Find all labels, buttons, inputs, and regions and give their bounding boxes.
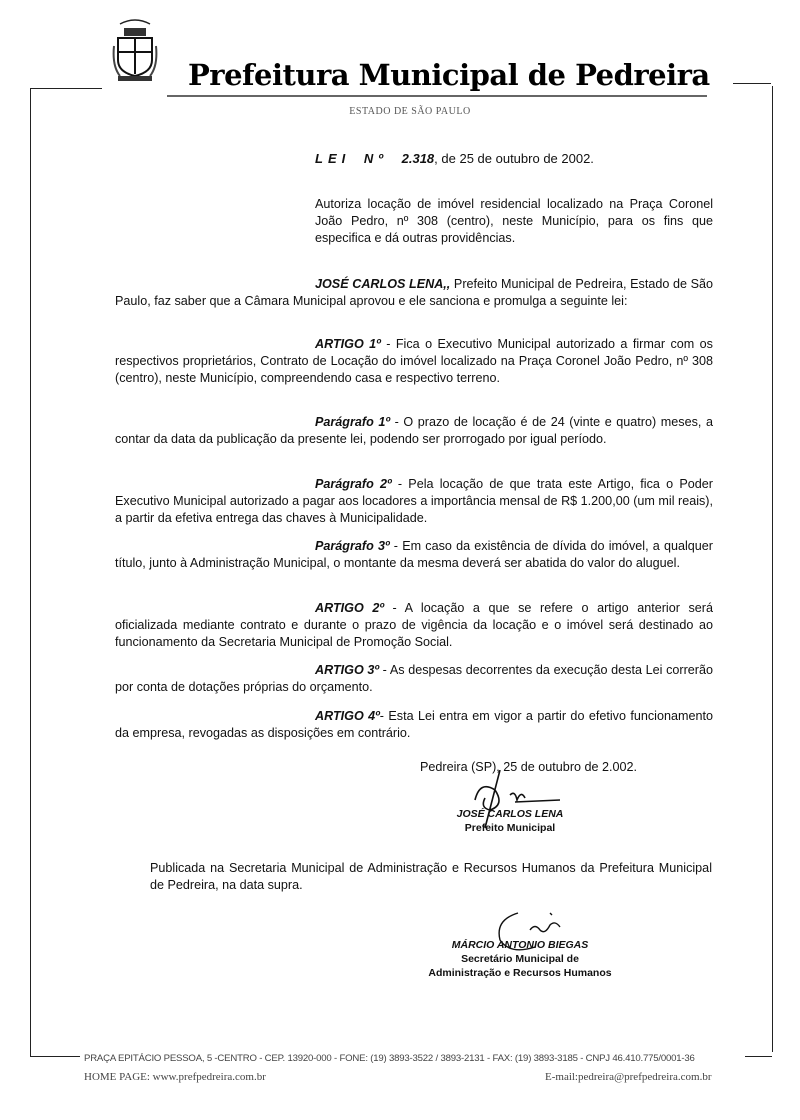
footer-address: PRAÇA EPITÁCIO PESSOA, 5 -CENTRO - CEP. 13920-000 - FONE: (19) 3893-3522 / 3893-2131 - FAX: (19) 3893-3185 - CNPJ 46.410.775/0001-36	[84, 1053, 695, 1064]
signer-role: Secretário Municipal de	[461, 953, 579, 965]
paragraph-3	[115, 538, 713, 572]
law-number: 2.318	[401, 151, 435, 166]
paragraph-lead: ARTIGO 4º	[315, 709, 380, 723]
paragraph-text: - Esta Lei entra em vigor a partir do efetivo funcionamento da empresa, revogadas as disposições em contrário.	[115, 709, 713, 740]
letterhead-title: Prefeitura Municipal de Pedreira	[188, 58, 710, 92]
footer-homepage[interactable]: HOME PAGE: www.prefpedreira.com.br	[84, 1071, 266, 1083]
paragraph-text: - Em caso da existência de dívida do imóvel, a qualquer título, junto à Administração Municipal, o montante da mesma deverá ser abatida do valor do aluguel.	[115, 539, 714, 570]
paragraph-text: - Fica o Executivo Municipal autorizado a firmar com os respectivos proprietários, Contrato de Locação do imóvel localizado na Praça Coronel João Pedro, nº 308 (centro), neste Município, compreendendo casa e respectivo terreno.	[115, 337, 713, 385]
law-summary: Autoriza locação de imóvel residencial localizado na Praça Coronel João Pedro, nº 308 (centro), neste Município, para os fins que especifica e dá outras providências.	[315, 197, 713, 245]
signer-name: MÁRCIO ANTONIO BIEGAS	[451, 939, 589, 951]
paragraph-text: - O prazo de locação é de 24 (vinte e quatro) meses, a contar da data da publicação da presente lei, podendo ser prorrogado por igual período.	[115, 415, 713, 446]
secretary-signature-block	[400, 938, 640, 980]
paragraph-lead: Parágrafo 1º	[315, 415, 390, 429]
article-3	[115, 662, 713, 696]
article-2	[115, 600, 713, 651]
signer-role: Prefeito Municipal	[464, 822, 556, 834]
paragraph-text: - A locação a que se refere o artigo anterior será oficializada mediante contrato e durante o prazo de vigência da locação e o imóvel será destinado ao funcionamento da Secretaria Municipal de Promoção Social.	[115, 601, 713, 649]
frame-top-right	[733, 83, 771, 84]
frame-bottom-right	[745, 1056, 772, 1057]
paragraph-lead: ARTIGO 3º	[315, 663, 380, 677]
title-underline	[167, 95, 707, 97]
article-1	[115, 336, 713, 387]
frame-bottom-left	[30, 1056, 80, 1057]
paragraph-2	[115, 476, 713, 527]
frame-top-left	[30, 88, 102, 89]
place-date: Pedreira (SP), 25 de outubro de 2.002.	[420, 760, 638, 774]
preamble-paragraph	[115, 276, 713, 310]
paragraph-text: Prefeito Municipal de Pedreira, Estado de São Paulo, faz saber que a Câmara Municipal aprovou e ele sanciona e promulga a seguinte lei:	[115, 277, 713, 308]
frame-right	[772, 86, 773, 1052]
law-date: , de 25 de outubro de 2002.	[434, 151, 594, 166]
signer-role: Administração e Recursos Humanos	[428, 967, 612, 979]
paragraph-lead: ARTIGO 2º	[315, 601, 384, 615]
letterhead-state: ESTADO DE SÃO PAULO	[349, 106, 471, 117]
paragraph-text: - Pela locação de que trata este Artigo, fica o Poder Executivo Municipal autorizado a pagar aos locadores a importância mensal de R$ 1.200,00 (um mil reais), a partir da efetiva entrega das chaves à Municipalidade.	[115, 477, 713, 525]
publication-note: Publicada na Secretaria Municipal de Administração e Recursos Humanos da Prefeitura Municipal de Pedreira, na data supra.	[150, 861, 712, 892]
law-number-label: Nº	[363, 151, 388, 166]
paragraph-lead: Parágrafo 3º	[315, 539, 390, 553]
paragraph-text: - As despesas decorrentes da execução desta Lei correrão por conta de dotações próprias do orçamento.	[115, 663, 713, 694]
paragraph-1	[115, 414, 713, 448]
paragraph-lead: ARTIGO 1º	[315, 337, 381, 351]
law-heading	[315, 151, 594, 166]
signer-name: JOSÉ CARLOS LENA	[456, 808, 564, 820]
paragraph-lead: JOSÉ CARLOS LENA,,	[315, 277, 451, 291]
mayor-signature-block	[420, 807, 600, 835]
law-prefix: LEI	[315, 151, 351, 166]
coat-of-arms-logo	[112, 16, 158, 86]
article-4	[115, 708, 713, 742]
frame-left	[30, 88, 31, 1056]
footer-email[interactable]: E-mail:pedreira@prefpedreira.com.br	[545, 1071, 712, 1083]
paragraph-lead: Parágrafo 2º	[315, 477, 392, 491]
